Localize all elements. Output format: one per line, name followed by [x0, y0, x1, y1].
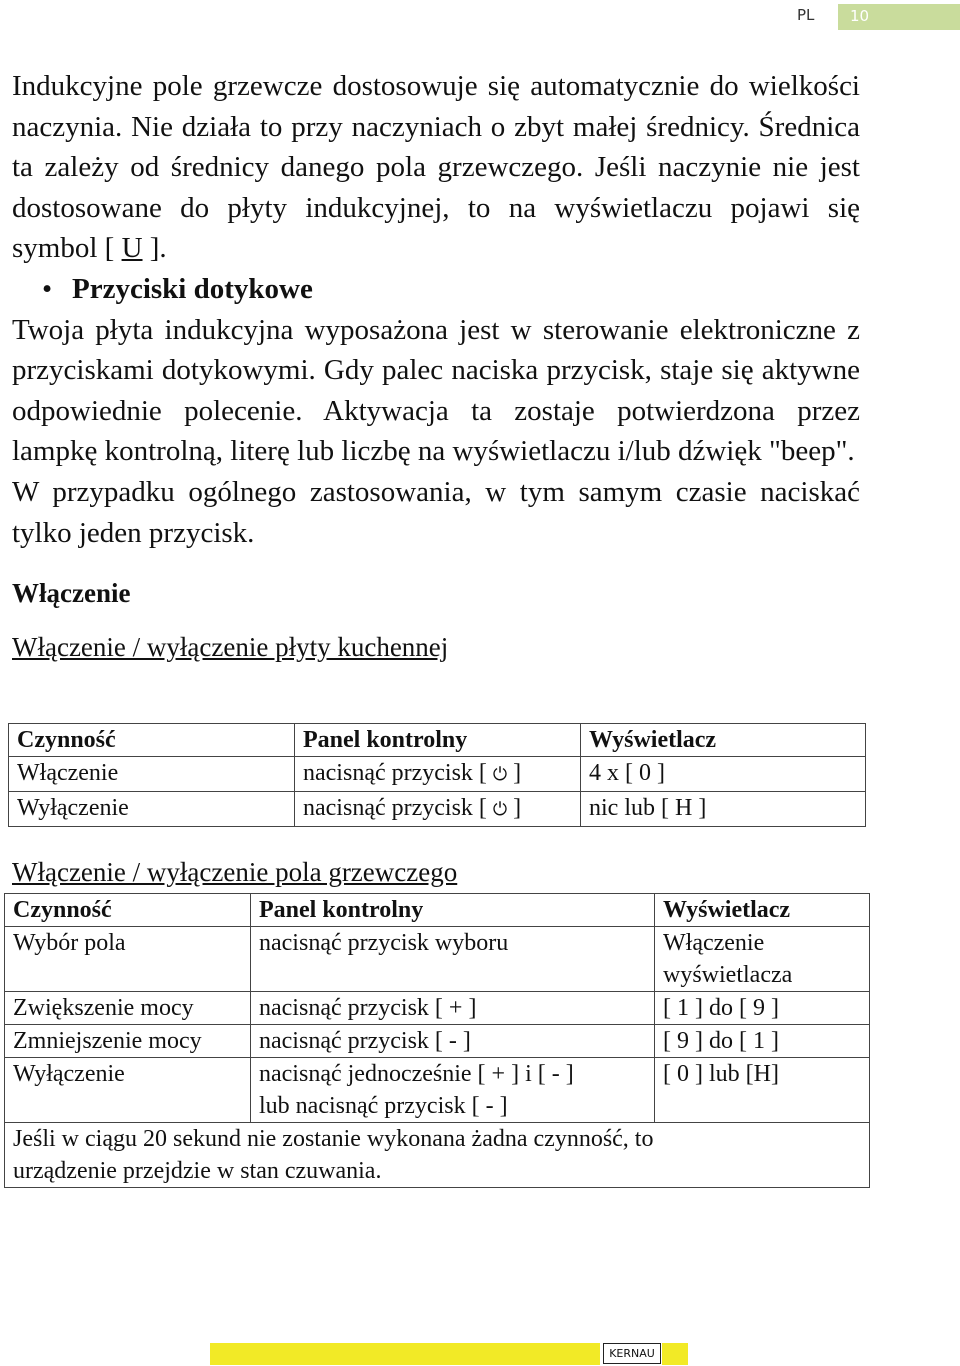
page-number: 10 — [850, 7, 870, 25]
header-panel: Panel kontrolny — [295, 724, 581, 757]
footer-accent-bar — [662, 1343, 688, 1365]
table-row: Wyłączenie nacisnąć jednocześnie [ + ] i [ - ] lub nacisnąć przycisk [ - ] [ 0 ] lub [H] — [5, 1058, 870, 1123]
table-row: Zmniejszenie mocy nacisnąć przycisk [ - ] [ 9 ] do [ 1 ] — [5, 1025, 870, 1058]
header-display: Wyświetlacz — [581, 724, 866, 757]
cooktop-onoff-table — [8, 723, 866, 827]
intro-paragraph: Indukcyjne pole grzewcze dostosowuje się automatycznie do wielkości naczynia. Nie działa to przy naczyniach o zbyt małej średnicy. Średnica ta zależy od średnicy danego pola grzewczego. Jeśli naczynie nie jest dostosowane do płyty indukcyjnej, to na wyświetlaczu pojawi się symbol [ U ]. — [12, 70, 861, 265]
u-symbol: U — [121, 232, 143, 265]
brand-logo: KERNAU — [603, 1343, 661, 1364]
header-panel: Panel kontrolny — [251, 894, 655, 927]
main-content — [12, 66, 860, 667]
language-label: PL — [797, 6, 815, 24]
table-note-row — [5, 1123, 870, 1188]
table1-title: Włączenie / wyłączenie płyty kuchennej — [12, 632, 449, 663]
power-icon: ⏻ — [492, 799, 508, 820]
table-row: Wybór pola nacisnąć przycisk wyboru Włączenie wyświetlacza — [5, 927, 870, 992]
table-header-row — [5, 894, 870, 927]
section-title: Włączenie — [12, 578, 131, 609]
power-icon: ⏻ — [492, 764, 508, 785]
page-number-badge — [838, 4, 960, 30]
bullet-dot-icon: • — [42, 272, 53, 305]
footer-accent-bar — [210, 1343, 600, 1365]
table2-title: Włączenie / wyłączenie pola grzewczego — [12, 857, 458, 887]
bullet-heading: • Przyciski dotykowe — [42, 269, 860, 310]
header-display: Wyświetlacz — [655, 894, 870, 927]
cooking-zone-table — [4, 893, 870, 1188]
header-action: Czynność — [5, 894, 251, 927]
table-header-row — [9, 724, 866, 757]
header-action: Czynność — [9, 724, 295, 757]
touch-buttons-paragraph: Twoja płyta indukcyjna wyposażona jest w sterowanie elektroniczne z przyciskami dotykowymi. Gdy palec naciska przycisk, staje się aktywne odpowiednie polecenie. Aktywacja ta zostaje potwierdzona przez lampkę kontrolną, literę lub liczbę na wyświetlaczu i/lub dźwięk "beep". W przypadku ogólnego zastosowania, w tym samym czasie naciskać tylko jeden przycisk. — [12, 313, 861, 549]
table-row: Wyłączenie nacisnąć przycisk [ ⏻ ] nic lub [ H ] — [9, 792, 866, 827]
standby-note: Jeśli w ciągu 20 sekund nie zostanie wykonana żadna czynność, to urządzenie przejdzie w stan czuwania. — [5, 1123, 870, 1188]
table-row: Włączenie nacisnąć przycisk [ ⏻ ] 4 x [ 0 ] — [9, 757, 866, 792]
table-row: Zwiększenie mocy nacisnąć przycisk [ + ] [ 1 ] do [ 9 ] — [5, 992, 870, 1025]
